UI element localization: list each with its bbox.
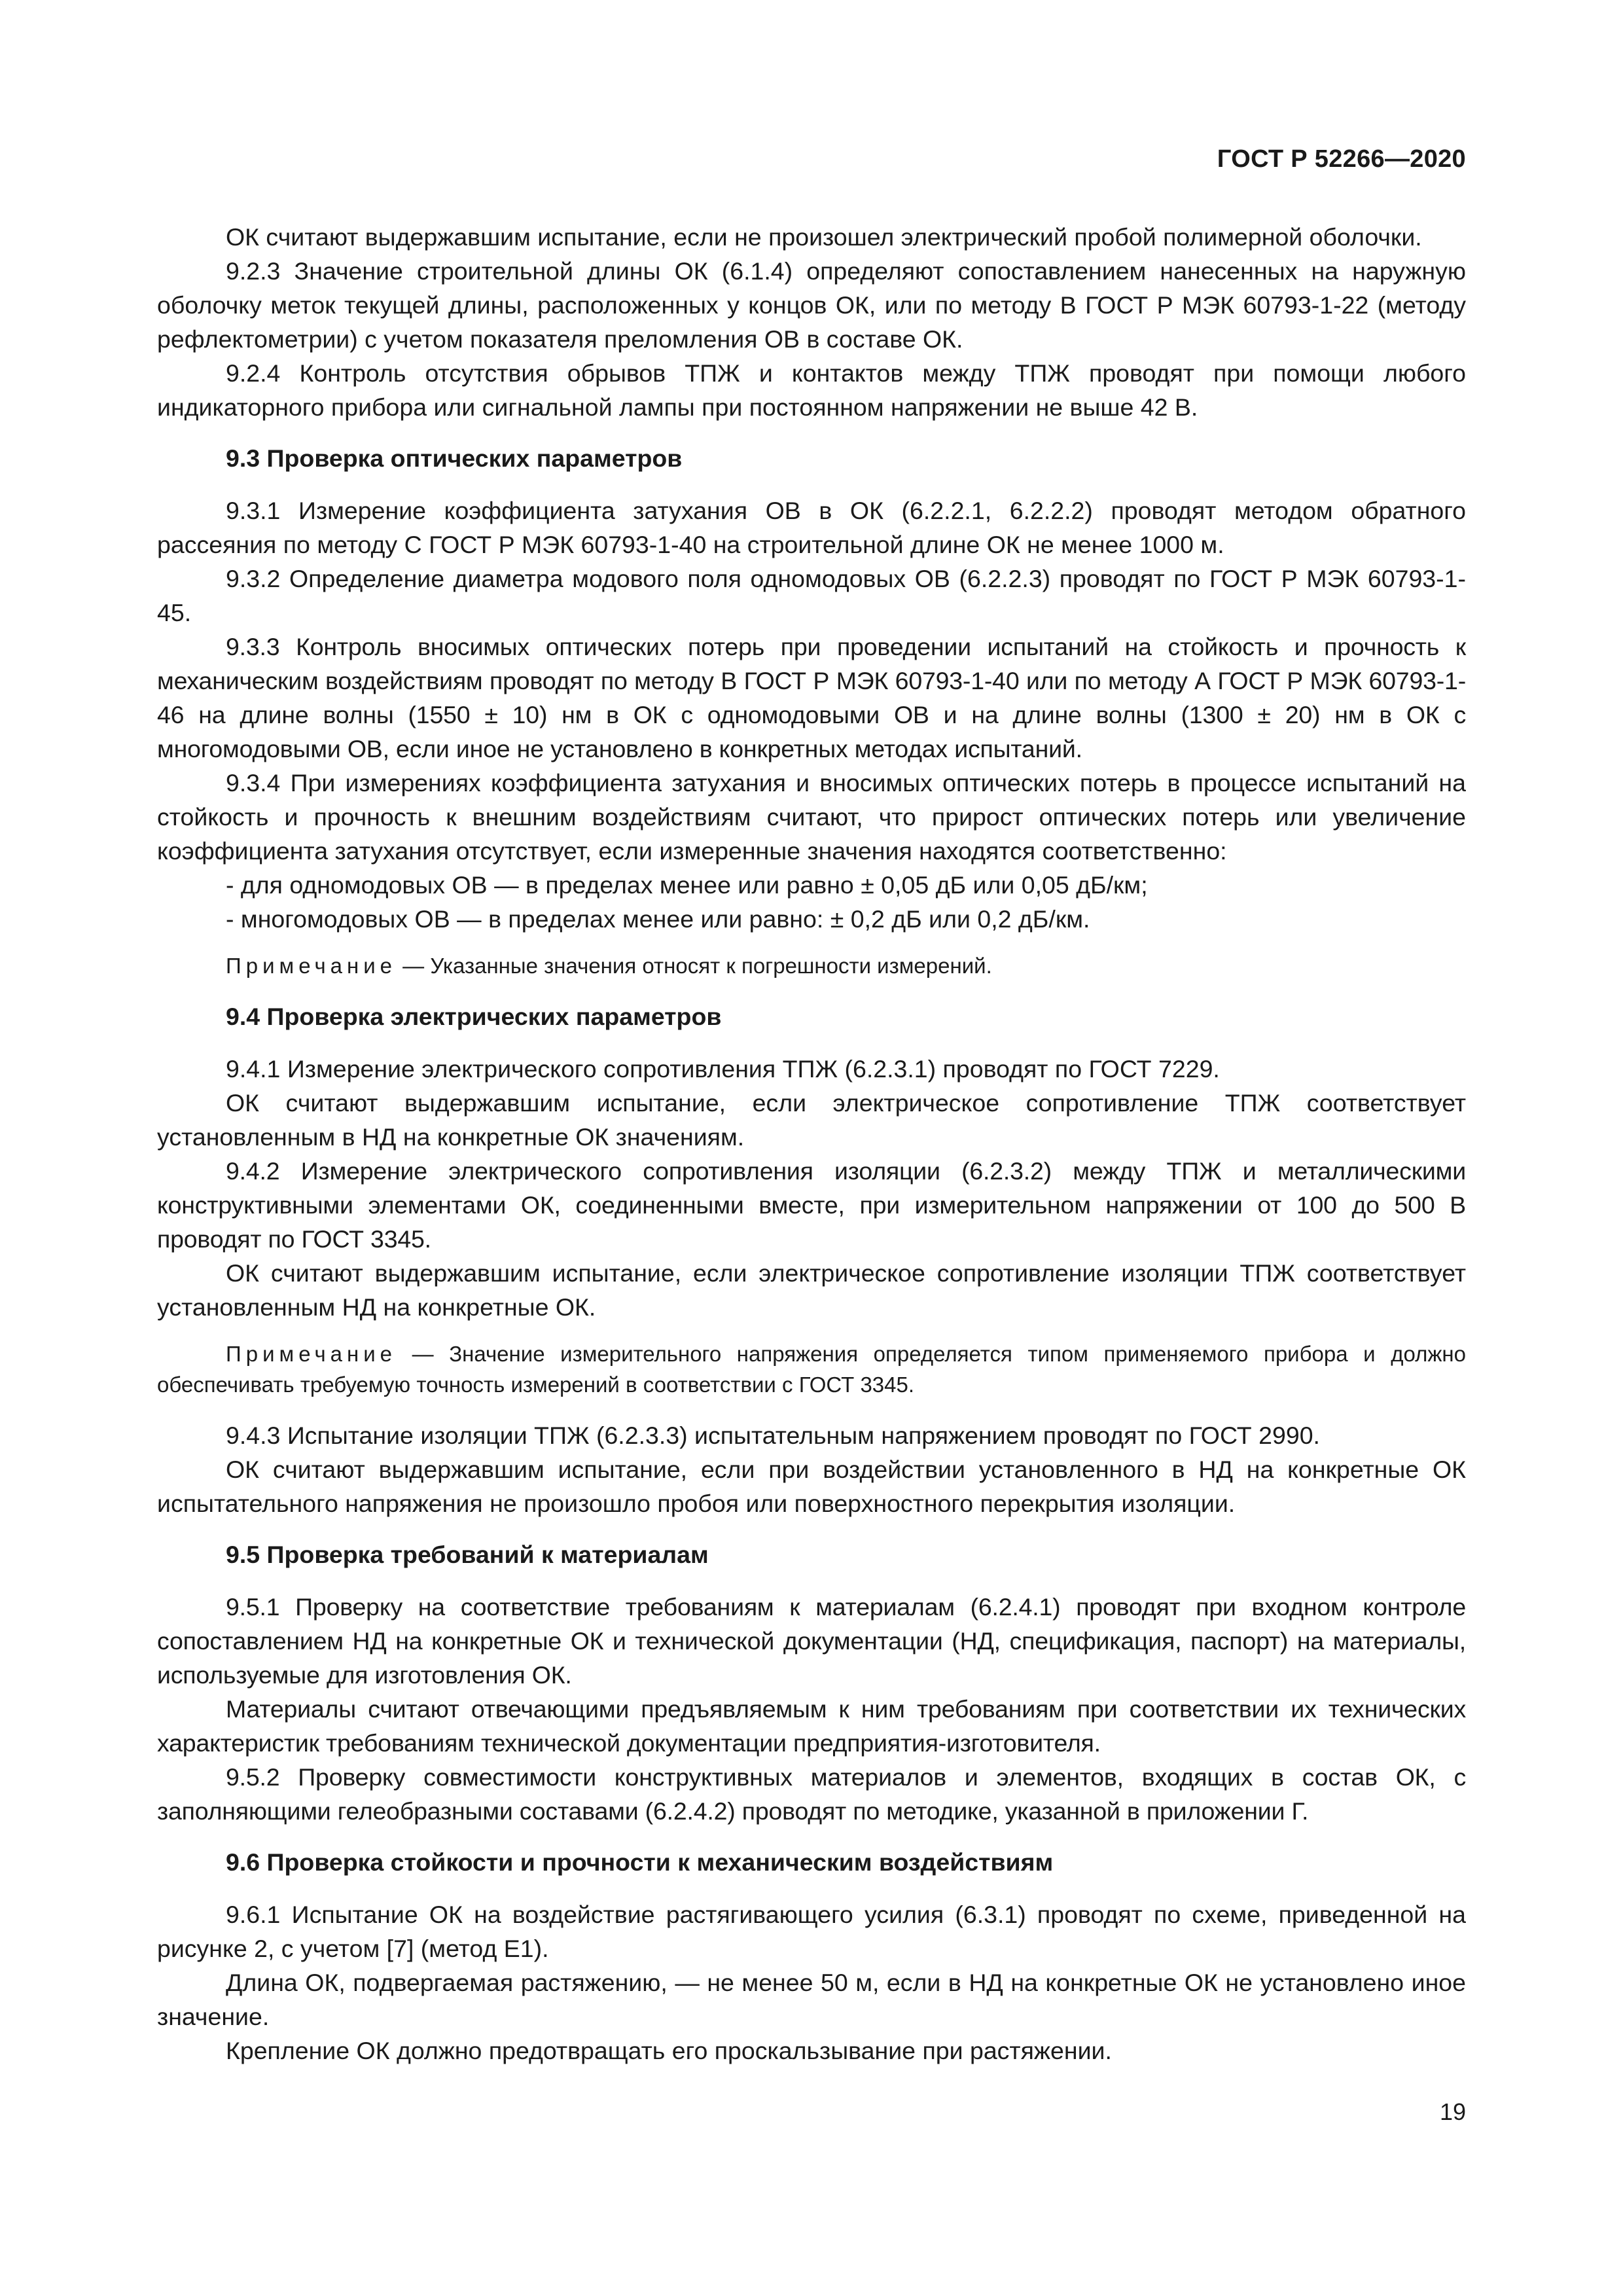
document-body [157, 220, 1466, 2068]
page-number: 19 [1439, 2098, 1466, 2125]
paragraph: 9.4.2 Измерение электрического сопротивления изоляции (6.2.3.2) между ТПЖ и металлическими конструктивными элементами ОК, соединенными вместе, при измерительном напряжении от 100 до 500 В проводят по ГОСТ 3345. [157, 1157, 1466, 1253]
note [157, 1338, 1466, 1400]
section-heading-9-5: 9.5 Проверка требований к материалам [226, 1541, 709, 1568]
section-heading-9-3: 9.3 Проверка оптических параметров [226, 444, 683, 472]
note [157, 950, 1466, 981]
paragraph: 9.5.2 Проверку совместимости конструктивных материалов и элементов, входящих в состав ОК, с заполняющими гелеобразными составами (6.2.4.2) проводят по методике, указанной в приложении Г. [157, 1763, 1466, 1825]
paragraph: Материалы считают отвечающими предъявляемым к ним требованиям при соответствии их технических характеристик требованиям технической документации предприятия-изготовителя. [157, 1695, 1466, 1757]
list-item: - многомодовых ОВ — в пределах менее или равно: ± 0,2 дБ или 0,2 дБ/км. [226, 905, 1090, 933]
note-label: Примечание [226, 954, 397, 978]
document-page [157, 0, 1466, 2296]
section-heading-9-4: 9.4 Проверка электрических параметров [226, 1003, 722, 1030]
note-text: — Указанные значения относят к погрешности измерений. [397, 954, 992, 978]
paragraph: 9.6.1 Испытание ОК на воздействие растягивающего усилия (6.3.1) проводят по схеме, приведенной на рисунке 2, с учетом [7] (метод Е1). [157, 1901, 1466, 1962]
paragraph: 9.3.2 Определение диаметра модового поля одномодовых ОВ (6.2.2.3) проводят по ГОСТ Р МЭК 60793-1-45. [157, 565, 1466, 626]
paragraph: 9.3.1 Измерение коэффициента затухания ОВ в ОК (6.2.2.1, 6.2.2.2) проводят методом обратного рассеяния по методу С ГОСТ Р МЭК 60793-1-40 на строительной длине ОК не менее 1000 м. [157, 497, 1466, 558]
paragraph: ОК считают выдержавшим испытание, если электрическое сопротивление ТПЖ соответствует установленным в НД на конкретные ОК значениям. [157, 1089, 1466, 1151]
paragraph: 9.3.4 При измерениях коэффициента затухания и вносимых оптических потерь в процессе испытаний на стойкость и прочность к внешним воздействиям считают, что прирост оптических потерь или увеличение коэффициента затухания отсутствует, если измеренные значения находятся соответственно: [157, 769, 1466, 865]
paragraph: ОК считают выдержавшим испытание, если электрическое сопротивление изоляции ТПЖ соответствует установленным НД на конкретные ОК. [157, 1259, 1466, 1321]
note-label: Примечание [226, 1342, 397, 1366]
paragraph: 9.2.4 Контроль отсутствия обрывов ТПЖ и контактов между ТПЖ проводят при помощи любого индикаторного прибора или сигнальной лампы при постоянном напряжении не выше 42 В. [157, 359, 1466, 421]
paragraph: ОК считают выдержавшим испытание, если при воздействии установленного в НД на конкретные ОК испытательного напряжения не произошло пробоя или поверхностного перекрытия изоляции. [157, 1456, 1466, 1517]
section-heading-9-6: 9.6 Проверка стойкости и прочности к механическим воздействиям [226, 1848, 1054, 1876]
paragraph: ОК считают выдержавшим испытание, если не произошел электрический пробой полимерной оболочки. [226, 223, 1422, 251]
paragraph: Крепление ОК должно предотвращать его проскальзывание при растяжении. [226, 2037, 1112, 2064]
paragraph: Длина ОК, подвергаемая растяжению, — не менее 50 м, если в НД на конкретные ОК не установлено иное значение. [157, 1969, 1466, 2030]
paragraph: 9.4.3 Испытание изоляции ТПЖ (6.2.3.3) испытательным напряжением проводят по ГОСТ 2990. [226, 1422, 1320, 1449]
paragraph: 9.4.1 Измерение электрического сопротивления ТПЖ (6.2.3.1) проводят по ГОСТ 7229. [226, 1055, 1220, 1083]
paragraph: 9.2.3 Значение строительной длины ОК (6.1.4) определяют сопоставлением нанесенных на наружную оболочку меток текущей длины, расположенных у концов ОК, или по методу В ГОСТ Р МЭК 60793-1-22 (методу рефлектометрии) с учетом показателя преломления ОВ в составе ОК. [157, 257, 1466, 353]
standard-designation: ГОСТ Р 52266—2020 [1217, 145, 1466, 173]
paragraph: 9.5.1 Проверку на соответствие требованиям к материалам (6.2.4.1) проводят при входном контроле сопоставлением НД на конкретные ОК и технической документации (НД, спецификация, паспорт) на материалы, используемые для изготовления ОК. [157, 1593, 1466, 1689]
list-item: - для одномодовых ОВ — в пределах менее или равно ± 0,05 дБ или 0,05 дБ/км; [226, 871, 1148, 899]
note-text: — Значение измерительного напряжения определяется типом применяемого прибора и должно обеспечивать требуемую точность измерений в соответствии с ГОСТ 3345. [157, 1342, 1466, 1397]
paragraph: 9.3.3 Контроль вносимых оптических потерь при проведении испытаний на стойкость и прочность к механическим воздействиям проводят по методу В ГОСТ Р МЭК 60793-1-40 или по методу А ГОСТ Р МЭК 60793-1-46 на длине волны (1550 ± 10) нм в ОК с одномодовыми ОВ и на длине волны (1300 ± 20) нм в ОК с многомодовыми ОВ, если иное не установлено в конкретных методах испытаний. [157, 633, 1466, 762]
